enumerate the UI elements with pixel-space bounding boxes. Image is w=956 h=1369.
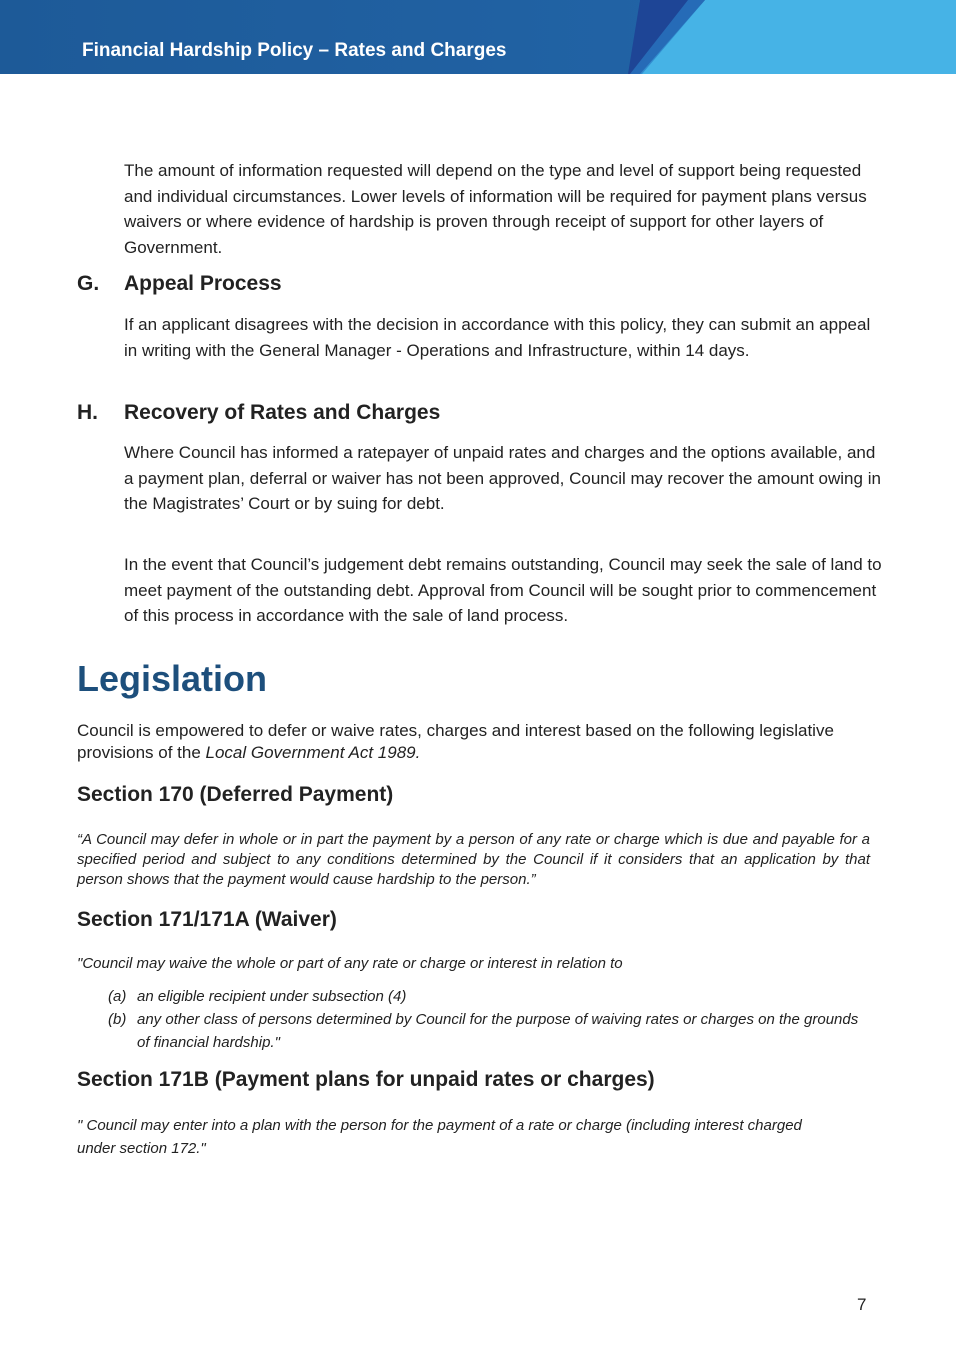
section-g-title: Appeal Process [124,272,282,295]
section-h-body-1: Where Council has informed a ratepayer of unpaid rates and charges and the options available, and a payment plan, deferral or waiver has not been approved, Council may recover the amount owing in the Magistrates’ Court or by suing for debt. [124,443,881,513]
legislation-act-name: Local Government Act 1989. [205,743,421,762]
list-item-text: an eligible recipient under subsection (4) [137,988,407,1005]
list-item-text: any other class of persons determined by Council for the purpose of waiving rates or charges on the grounds of financial hardship." [137,1011,859,1051]
legislation-intro [77,720,837,764]
intro-paragraph: The amount of information requested will depend on the type and level of support being requested and individual circumstances. Lower levels of information will be required for payment plans versus waivers or where evidence of hardship is proven through receipt of support for other layers of Government. [124,161,867,257]
header-band [0,0,956,74]
header-title: Financial Hardship Policy – Rates and Charges [82,40,507,61]
section-171b-title: Section 171B (Payment plans for unpaid rates or charges) [77,1068,655,1091]
section-h-letter: H. [77,401,98,424]
section-170-title: Section 170 (Deferred Payment) [77,783,394,806]
list-item-marker: (a) [108,988,127,1005]
legislation-intro-text: Council is empowered to defer or waive rates, charges and interest based on the following legislative provisions of the [77,721,834,762]
header-graphic [0,0,956,74]
section-171-title: Section 171/171A (Waiver) [77,908,337,931]
section-h-body-2: In the event that Council’s judgement debt remains outstanding, Council may seek the sale of land to meet payment of the outstanding debt. Approval from Council will be sought prior to commencement of this process in accordance with the sale of land process. [124,555,882,625]
section-g-body: If an applicant disagrees with the decision in accordance with this policy, they can submit an appeal in writing with the General Manager - Operations and Infrastructure, within 14 days. [124,315,871,360]
section-170-quote: “A Council may defer in whole or in part the payment by a person of any rate or charge which is due and payable for a specified period and subject to any conditions determined by the Council if it considers that an application by that person shows that the payment would cause hardship to the person.” [77,831,870,888]
section-171b-quote: " Council may enter into a plan with the person for the payment of a rate or charge (including interest charged under section 172." [77,1117,802,1157]
section-g-letter: G. [77,272,100,295]
list-item-marker: (b) [108,1011,127,1028]
page-number: 7 [857,1295,867,1314]
legislation-heading: Legislation [77,658,268,699]
section-h-title: Recovery of Rates and Charges [124,401,441,424]
section-171-quote: "Council may waive the whole or part of any rate or charge or interest in relation to [77,955,623,972]
